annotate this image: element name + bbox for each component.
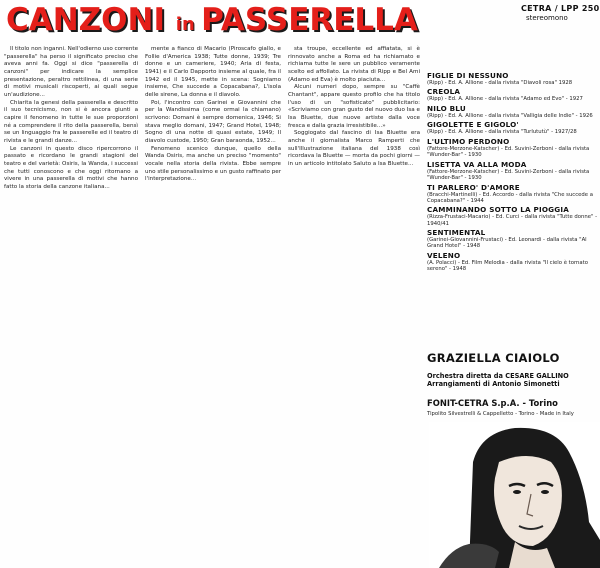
orchestra-credit: Orchestra diretta da CESARE GALLINO — [427, 372, 569, 380]
paragraph: Soggiogato dal fascino di Isa Bluette era anche il giornalista Marco Ramperti che sull'Illustrazione italiana del 1938 così ricordava la Bluette — morta da pochi giorni — in un articolo intitolato Saluto a Isa Bluette... — [288, 130, 420, 167]
catalog-number: CETRA / LPP 250 — [521, 4, 600, 13]
paragraph: sta troupe, eccellente ed affiatata, si è rinnovato anche a Roma ed ha richiamato e richiama tutte le sere un pubblico veramente scelto ed affollato. La rivista di Ripp e Bel Ami (Adamo ed Eva) è molto piaciuta... — [288, 46, 420, 83]
track-item — [427, 121, 599, 135]
track-credit: (Fattore-Merzone-Katscher) - Ed. Suvini-Zerboni - dalla rivista "Wunder-Bar" - 1930 — [427, 168, 590, 182]
track-credit: (Rizza-Frustaci-Macario) - Ed. Curci - dalla rivista "Tutte donne" - 1940/41 — [427, 214, 598, 227]
artist-photo — [429, 422, 600, 568]
paragraph: Chiarita la genesi della passerella e descritto il suo tecnicismo, non si è ancora giunti a capire il fenomeno in tutte le sue proporzioni né a comprendere il rito della passerella, bensì se un linguaggio fra le passerelle ed il teatro di rivista e le grandi danze... — [4, 99, 138, 144]
track-title: FIGLIE DI NESSUNO — [427, 71, 509, 80]
paragraph: mente a fianco di Macario (Piroscafo giallo, e Follie d'America 1938; Tutte donne, 1939; Tre donne e un cameriere, 1940; Aria di festa, 1941) e il Carlo Dapporto insieme al quale, fra il 1942 ed il 1945, mette in scena: Sogniamo insieme, Che succede a Copacabana?, L'isola delle sirene, La donna e il diavolo. — [145, 46, 281, 98]
track-title: L'ULTIMO PERDONO — [427, 136, 510, 146]
credits-block — [427, 372, 599, 389]
paragraph: Le canzoni in questo disco ripercorrono il passato e ricordano le grandi stagioni del teatro e del varietà: Osiris, la Wanda, i successi che tutti conoscono e che oggi ritornano a vivere in una passerella di motivi che hanno fatto la storia della canzone italiana... — [4, 145, 138, 190]
track-title: CAMMINANDO SOTTO LA PIOGGIA — [427, 205, 569, 215]
liner-notes-column-2 — [145, 46, 281, 184]
track-title: VELENO — [427, 250, 461, 260]
track-item — [427, 88, 599, 102]
liner-notes-column-1 — [4, 46, 138, 191]
track-item — [427, 105, 599, 119]
track-title: CREOLA — [427, 87, 461, 97]
paragraph: Alcuni numeri dopo, sempre su "Caffè Chantant", appare questo profilo che ha titolo l'uso di un "sofisticato" pubblicitario: «Scriviamo con gran gusto del nuovo duo Isa e Isa Bluette, due nuove artiste dalla voce fresca e dalla grazia irresistibile...» — [288, 84, 420, 129]
track-item — [427, 206, 599, 227]
artist-name: GRAZIELLA CIAIOLO — [427, 351, 560, 365]
track-item — [427, 138, 599, 159]
track-credit: (Garinei-Giovannini-Frustaci) - Ed. Leonardi - dalla rivista "Al Grand Hotel" - 1948 — [427, 237, 587, 250]
paragraph: Il titolo non inganni. Nell'odierno uso corrente "passerella" ha perso il significato preciso che aveva anni fa. Oggi si dice "passerella di canzoni" per indicare la semplice presentazione, peraltro rettilinea, di una serie di motivi musicali riscoperti, ai quali segue un'audizione... — [4, 46, 139, 98]
title-part-canzoni: CANZONI — [6, 2, 176, 38]
liner-notes-column-3 — [288, 46, 420, 169]
stereo-label: stereomono — [526, 14, 568, 22]
track-credit: (Ripp) - Ed. A. Allione - dalla rivista "Valligia delle Indie" - 1926 — [427, 112, 593, 119]
track-item — [427, 184, 599, 205]
track-credit: (Ripp) - Ed. A. Allione - dalla rivista "Adamo ed Evo" - 1927 — [427, 96, 583, 103]
track-title: NILO BLU — [427, 103, 466, 113]
track-title: LISETTA VA ALLA MODA — [427, 159, 527, 169]
paragraph: Poi, l'incontro con Garinei e Giovannini che per la Wandissima (come ormai la chiamano) scrivono: Domani è sempre domenica, 1946; Si stava meglio domani, 1947; Grand Hotel, 1948; Sogno di una notte di quasi estate, 1949; Il diavolo custode, 1950; Gran baraonda, 1952... — [145, 99, 281, 144]
track-item — [427, 72, 599, 86]
track-credit: (A. Polacci) - Ed. Film Melodia - dalla rivista "Il cielo è tornato sereno" - 1948 — [427, 259, 588, 273]
track-credit: (Ripp) - Ed. A. Allione - dalla rivista "Turlututù" - 1927/28 — [427, 129, 577, 136]
track-credit: (Bracchi-Martinelli) - Ed. Accordo - dalla rivista "Che succede a Copacabana?" - 1944 — [427, 191, 593, 204]
track-item — [427, 229, 599, 250]
album-title — [6, 3, 418, 42]
record-label: FONIT-CETRA S.p.A. - Torino — [427, 398, 558, 408]
title-part-passerella: PASSERELLA — [201, 2, 418, 38]
arrangements-credit: Arrangiamenti di Antonio Simonetti — [427, 380, 560, 389]
track-title: GIGOLETTE E GIGOLO' — [427, 120, 519, 130]
track-item — [427, 161, 599, 182]
track-credit: (Fattore-Merzone-Katscher) - Ed. Suvini-Zerboni - dalla rivista "Wunder-Bar" - 1930 — [427, 145, 590, 159]
tracklist — [427, 72, 599, 275]
printer-credit: Tipolito Silvestrelli & Cappelletto - Torino - Made in Italy — [427, 411, 574, 417]
title-band — [0, 0, 440, 40]
track-title: SENTIMENTAL — [427, 228, 486, 238]
track-title: TI PARLERO' D'AMORE — [427, 182, 520, 192]
title-part-in: in — [175, 14, 202, 35]
track-credit: (Ripp) - Ed. A. Allione - dalla rivista "Diavoli rosa" 1928 — [427, 80, 573, 86]
paragraph: Fenomeno scenico dunque, quello della Wanda Osiris, ma anche un preciso "momento" vocale nella storia della rivista. Ebbe sempre uno stile personalissimo e un gusto raffinato per l'interpretazione... — [145, 145, 281, 183]
track-item — [427, 252, 599, 273]
